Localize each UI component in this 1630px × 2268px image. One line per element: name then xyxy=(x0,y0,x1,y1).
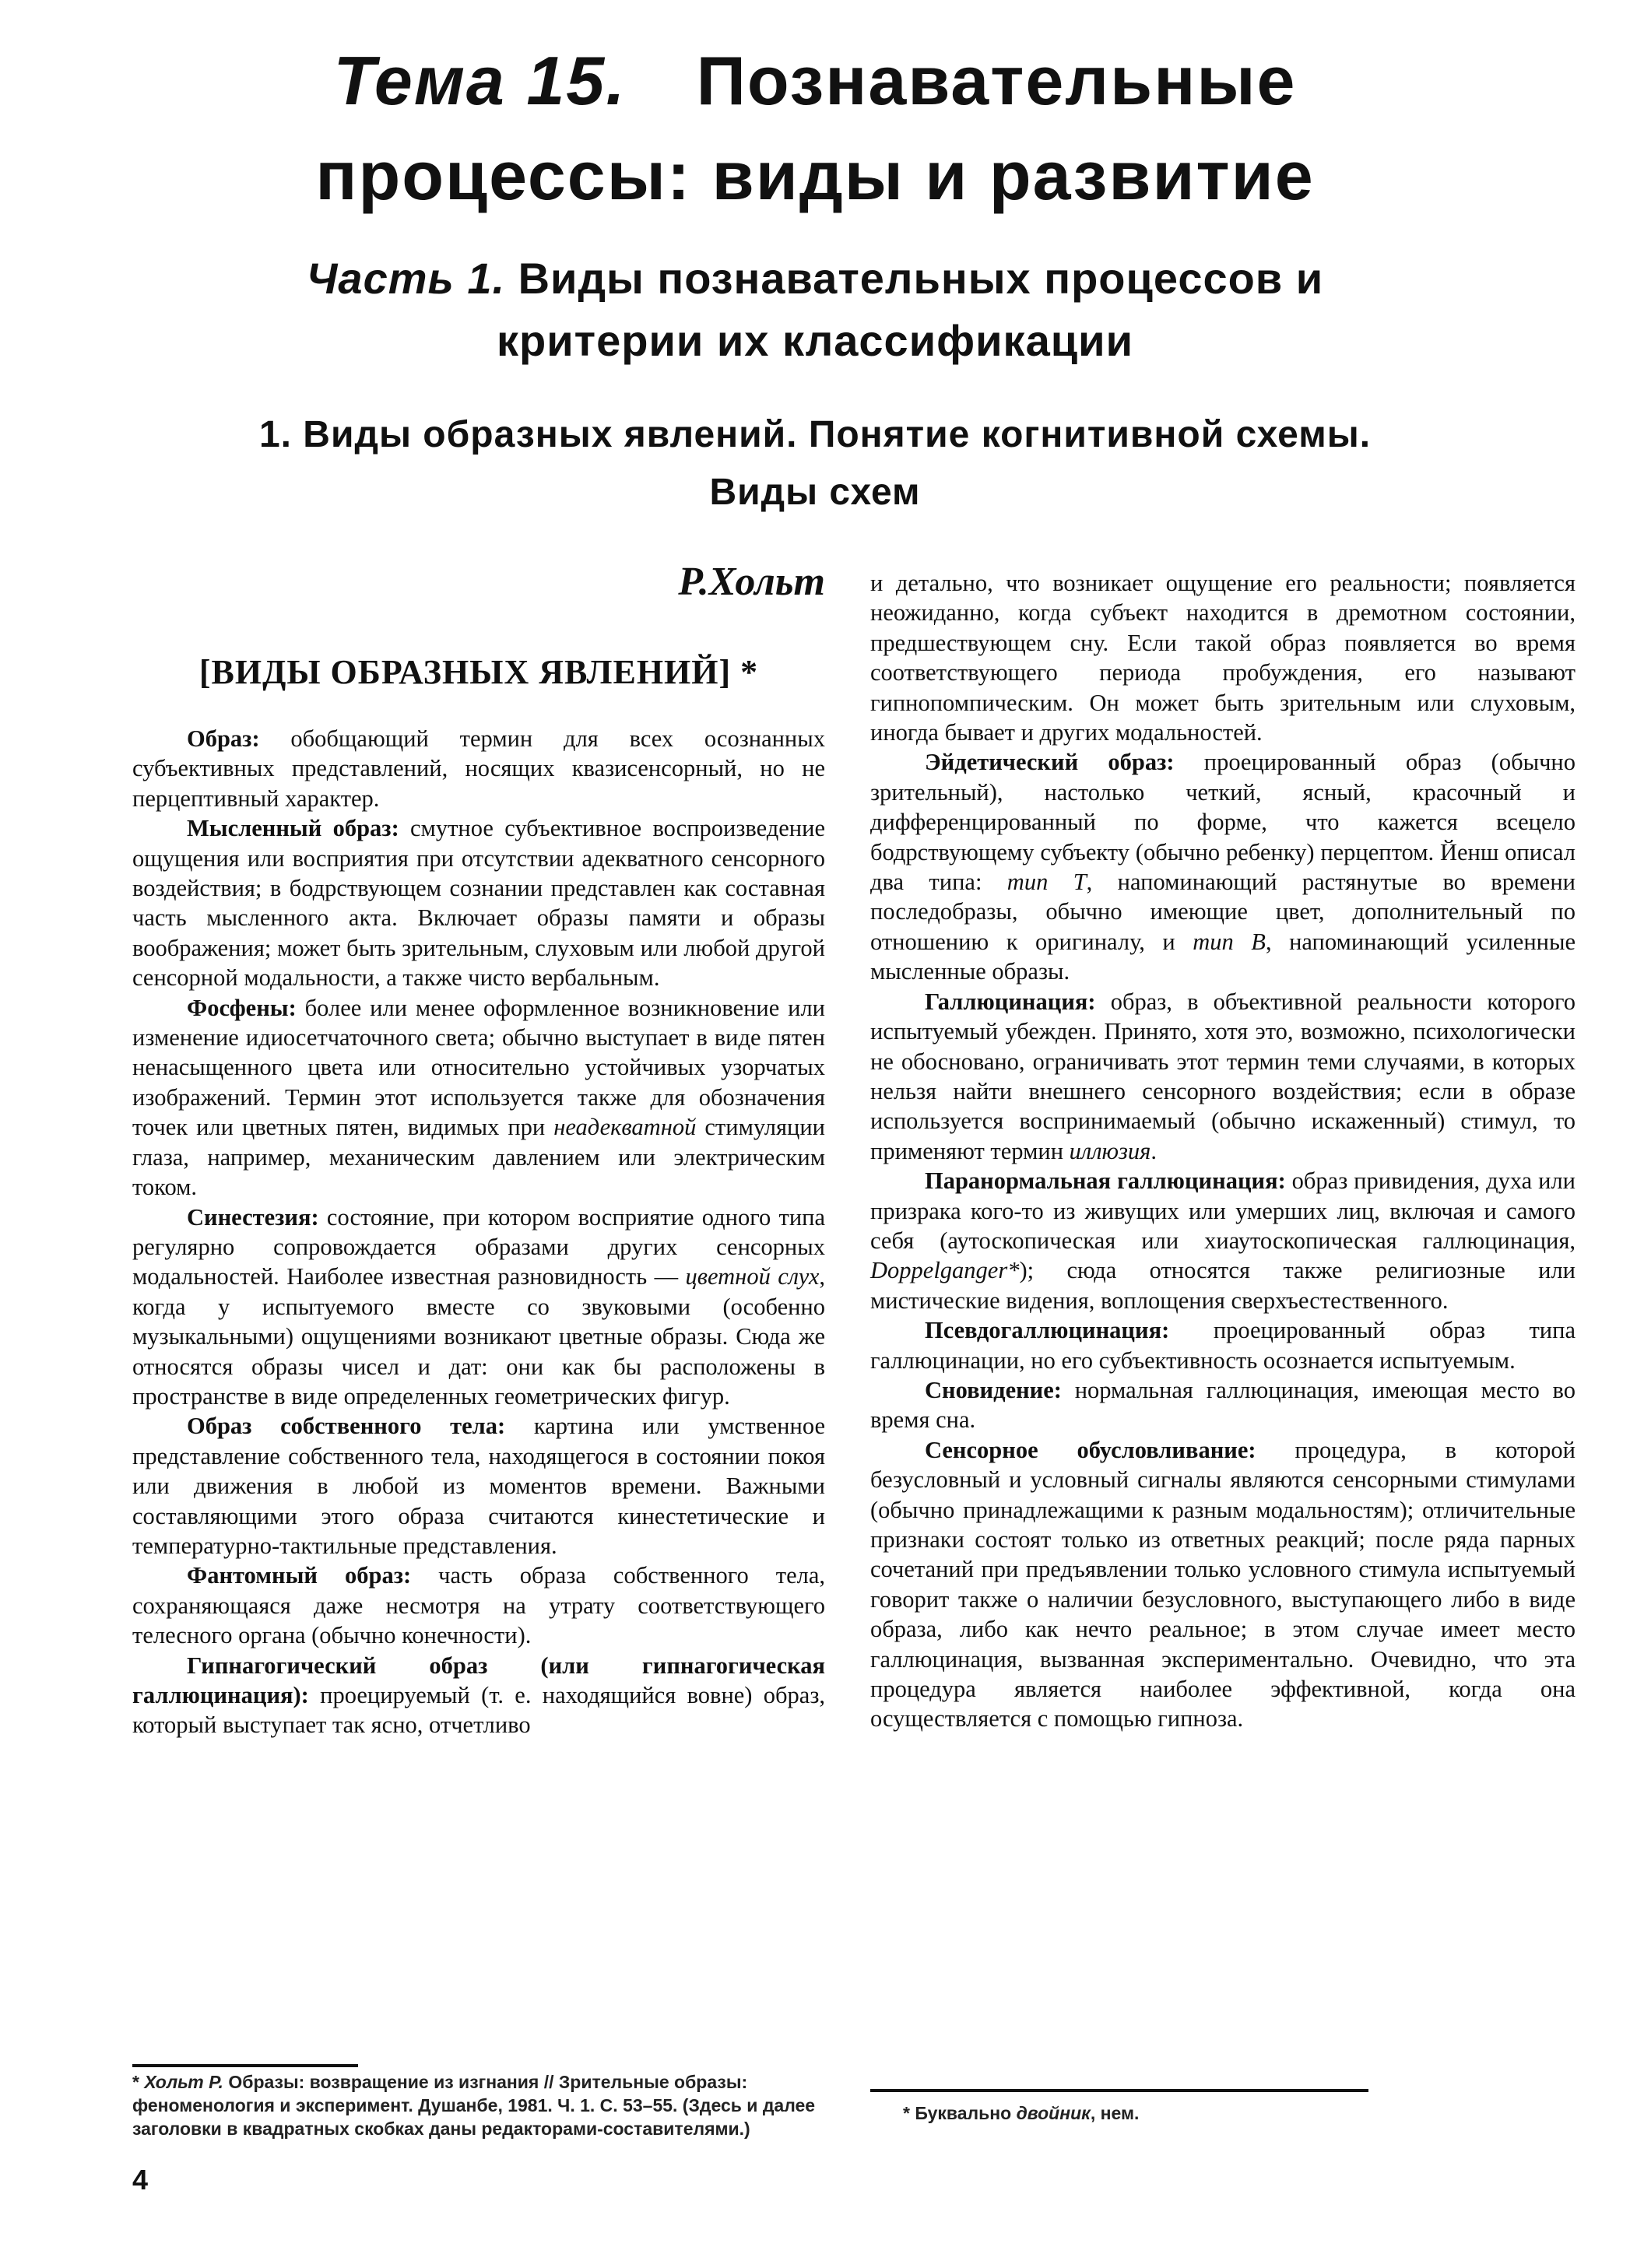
right-column xyxy=(870,568,1576,1734)
term: Мысленный образ: xyxy=(187,815,399,842)
definition: нормальная галлюцинация, имеющая место во время сна. xyxy=(870,1376,1576,1434)
footnote-left xyxy=(132,2070,825,2140)
definition: , напоминающий растянутые во времени последобразы, обычно имеющие цвет, дополнительный по отношению к оригиналу, и xyxy=(870,869,1576,955)
part-title-text: Виды познавательных процессов и xyxy=(518,254,1324,303)
emphasis: иллюзия xyxy=(1069,1137,1151,1164)
definition: стимуляции глаза, например, механическим давлением или электрическим током. xyxy=(132,1114,825,1201)
paragraph-image xyxy=(132,724,825,813)
footnote-right xyxy=(903,2101,1526,2125)
paragraph-hypnagogic-image xyxy=(132,1651,825,1740)
term: Эйдетический образ: xyxy=(925,749,1175,776)
footnote-divider-right xyxy=(870,2089,1368,2092)
definition: часть образа собственного тела, сохраняющаяся даже несмотря на утрату соответствующего телесного органа (обычно конечности). xyxy=(132,1562,825,1649)
definition: . xyxy=(1150,1137,1157,1164)
definition: процедура, в которой безусловный и условный сигналы являются сенсорными стимулами (обычно принадлежащими к разным модальностям); отличительные признаки состоят только из ответных реакций; после ряда парных сочетаний при предъявлении только условного стимула испытуемый говорит также о наличии безусловного, выступающего либо в виде образа, либо как нечто реальное; в этом случае имеет место галлюцинация, вызванная экспериментально. Очевидно, что эта процедура является наиболее эффективной, когда она осуществляется с помощью гипноза. xyxy=(870,1436,1576,1733)
paragraph-continuation: и детально, что возникает ощущение его реальности; появляется неожиданно, когда субъект находится в дремотном состоянии, предшествующем сну. Если такой образ появляется во время соответствующего периода пробуждения, его называют гипнопомпическим. Он может быть зрительным или слуховым, иногда бывает и других модальностей. xyxy=(870,570,1576,746)
page-number: 4 xyxy=(132,2164,149,2196)
paragraph-synesthesia xyxy=(132,1202,825,1412)
theme-title-line1 xyxy=(0,37,1630,125)
section-title: [ВИДЫ ОБРАЗНЫХ ЯВЛЕНИЙ] * xyxy=(198,653,759,691)
term: Синестезия: xyxy=(187,1203,319,1231)
definition: смутное субъективное воспроизведение ощущения или восприятия при отсутствии адекватного сенсорного воздействия; в бодрствующем сознании представлен как составная часть мысленного акта. Включает образы памяти и образы воображения; может быть зрительным, слуховым или любой другой сенсорной модальности, а также чисто вербальным. xyxy=(132,815,825,992)
footnote-author: Хольт Р. xyxy=(144,2072,223,2092)
definition: проецируемый (т. е. находящийся вовне) образ, который выступает так ясно, отчетливо xyxy=(132,1682,825,1739)
paragraph-body-image xyxy=(132,1411,825,1561)
paragraph-mental-image xyxy=(132,813,825,992)
definition: состояние, при котором восприятие одного типа регулярно сопровождается образами других сенсорных модальностей. Наиболее известная разновидность — xyxy=(132,1203,825,1290)
definition: проецированный образ (обычно зрительный), настолько четкий, ясный, красочный и дифференцированный по форме, что кажется всецело бодрствующему субъекту (обычно ребенку) перцептом. Йенш описал два типа: xyxy=(870,749,1576,896)
term: Образ: xyxy=(187,725,260,752)
definition: более или менее оформленное возникновение или изменение идиосетчаточного света; обычно выступает в виде пятен ненасыщенного цвета или относительно устойчивых узорчатых изображений. Термин этот используется также для обозначения точек или цветных пятен, видимых при xyxy=(132,994,825,1141)
left-column xyxy=(132,724,825,1740)
paragraph-hallucination xyxy=(870,987,1576,1166)
definition: ); сюда относятся также религиозные или мистические видения, воплощения сверхъестественного. xyxy=(870,1257,1576,1314)
definition: образ привидения, духа или призрака кого-то из живущих или умерших лиц, включая и самого себя (аутоскопическая или хиаутоскопическая галлюцинация, xyxy=(870,1167,1576,1254)
term: Паранормальная галлюцинация: xyxy=(925,1167,1286,1195)
definition: образ, в объективной реальности которого испытуемый убежден. Принято, хотя это, возможно, психологически не обосновано, ограничивать этот термин теми случаями, в которых нельзя найти внешнего сенсорного воздействия; если в образе используется воспринимаемый (обычно искаженный) стимул, то применяют термин xyxy=(870,988,1576,1164)
theme-title-line2: процессы: виды и развитие xyxy=(315,137,1315,214)
footnote-emphasis: двойник xyxy=(1016,2103,1091,2123)
article-author: Р.Хольт xyxy=(678,560,825,604)
chapter-title-line2: Виды схем xyxy=(709,472,921,513)
paragraph-pseudohallucination xyxy=(870,1315,1576,1375)
definition: , когда у испытуемого вместе со звуковыми (особенно музыкальными) ощущениями возникают цветные образы. Сюда же относятся образы чисел и дат: они как бы расположены в пространстве в виде определенных геометрических фигур. xyxy=(132,1263,825,1410)
part-title-line2: критерии их классификации xyxy=(497,316,1133,365)
emphasis: тип В xyxy=(1193,928,1266,955)
term: Сенсорное обусловливание: xyxy=(925,1436,1256,1463)
footnote-marker: * xyxy=(132,2072,145,2092)
term: Образ собственного тела: xyxy=(187,1413,506,1440)
term: Фантомный образ: xyxy=(187,1562,412,1589)
definition: картина или умственное представление собственного тела, находящегося в состоянии покоя или движения в любой из моментов времени. Важными составляющими этого образа считаются кинестетические и температурно-тактильные представления. xyxy=(132,1413,825,1559)
term: Фосфены: xyxy=(187,994,297,1021)
term: Псевдогаллюцинация: xyxy=(925,1317,1170,1344)
part-label: Часть 1. xyxy=(306,254,506,303)
footnote-text: , нем. xyxy=(1090,2103,1140,2123)
term: Сновидение: xyxy=(925,1376,1062,1403)
emphasis: цветной слух xyxy=(685,1263,820,1290)
theme-number: Тема 15. xyxy=(333,42,627,119)
definition: обобщающий термин для всех осознанных субъективных представлений, носящих квазисенсорный, но не перцептивный характер. xyxy=(132,725,825,812)
paragraph-phosphenes xyxy=(132,993,825,1202)
emphasis: Doppelganger* xyxy=(870,1257,1020,1284)
theme-title-word: Познавательные xyxy=(696,42,1297,119)
definition: , напоминающий усиленные мысленные образы. xyxy=(870,928,1576,985)
footnote-text: Образы: возвращение из изгнания // Зрительные образы: феноменология и эксперимент. Душанбе, 1981. Ч. 1. С. 53–55. (Здесь и далее заголовки в квадратных скобках даны редакторами-составителями.) xyxy=(132,2072,816,2139)
paragraph-phantom-image xyxy=(132,1561,825,1650)
paragraph-dream xyxy=(870,1375,1576,1435)
footnote-divider-left xyxy=(132,2064,358,2067)
emphasis: тип Т xyxy=(1006,869,1087,896)
emphasis: неадекватной xyxy=(553,1114,697,1141)
part-title-line1 xyxy=(0,248,1630,310)
term: Галлюцинация: xyxy=(925,988,1096,1015)
definition: проецированный образ типа галлюцинации, но его субъективность осознается испытуемым. xyxy=(870,1317,1576,1374)
term: Гипнагогический образ (или гипнагогическая галлюцинация): xyxy=(132,1652,825,1708)
paragraph-sensory-conditioning xyxy=(870,1435,1576,1734)
paragraph-eidetic-image xyxy=(870,747,1576,986)
paragraph-paranormal-hallucination xyxy=(870,1166,1576,1315)
footnote-text: * Буквально xyxy=(903,2103,1017,2123)
chapter-title-line1: 1. Виды образных явлений. Понятие когнитивной схемы. xyxy=(258,414,1372,455)
